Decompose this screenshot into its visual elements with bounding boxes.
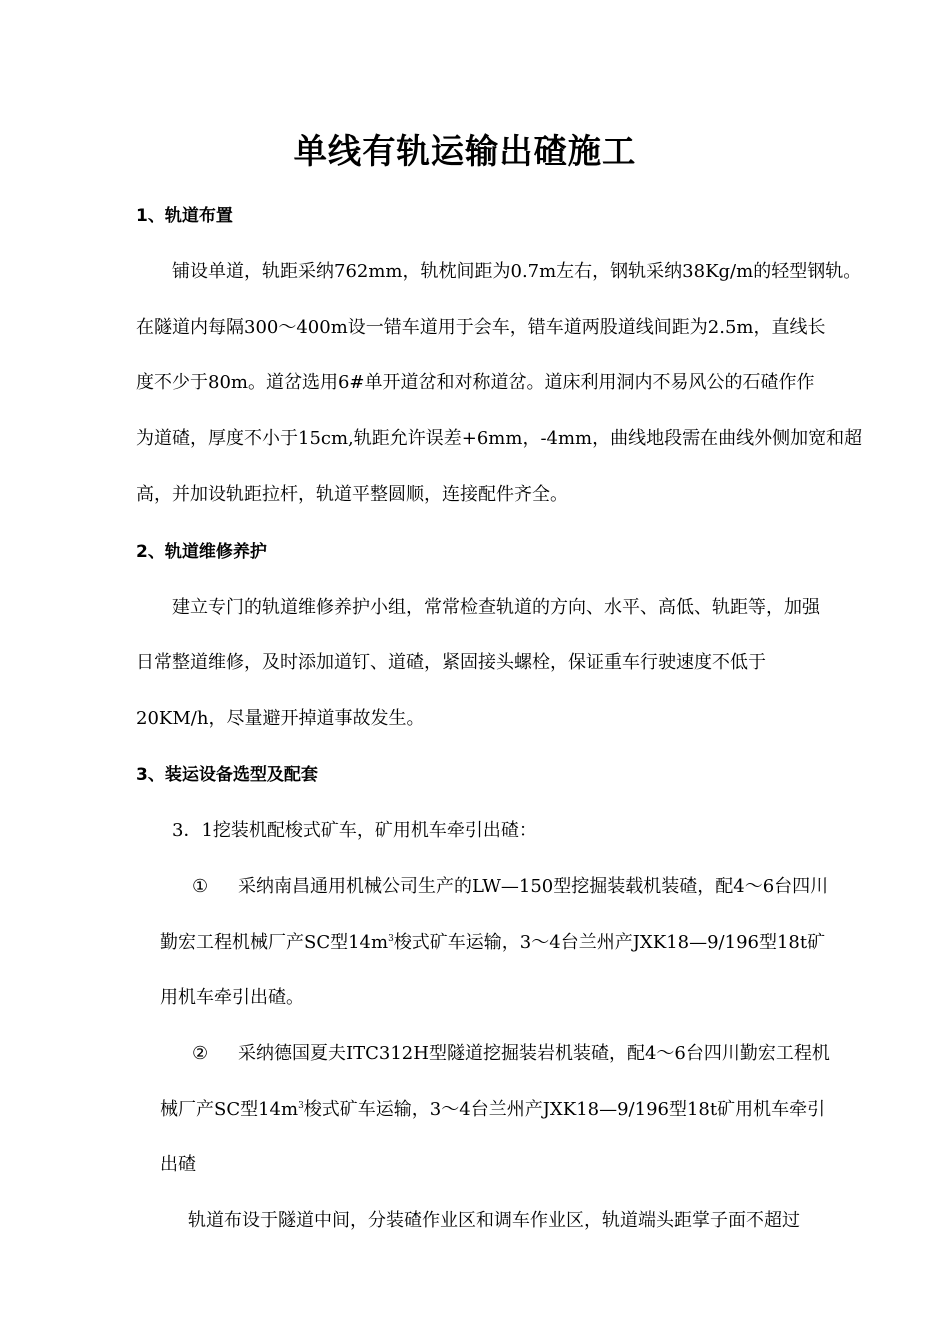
superscript: 3 <box>388 934 394 944</box>
subsection-heading: 3．1挖装机配梭式矿车，矿用机车牵引出碴： <box>172 820 537 841</box>
list-item-line: 用机车牵引出碴。 <box>160 987 304 1008</box>
section-heading-equipment-selection: 3、装运设备选型及配套 <box>136 765 318 785</box>
paragraph-line: 在隧道内每隔300～400m设一错车道用于会车，错车道两股道线间距为2.5m，直线长 <box>136 317 826 338</box>
paragraph-line: 铺设单道，轨距采纳762mm，轨枕间距为0.7m左右，钢轨采纳38Kg/m的轻型钢轨。 <box>172 261 862 282</box>
list-item-line: 勤宏工程机械厂产SC型$14m^3$梭式矿车运输，3～4台兰州产JXK18—9/196型18t矿 <box>160 932 826 953</box>
list-item-marker: ② <box>192 1043 209 1064</box>
paragraph-line: 度不少于80m。道岔选用6#单开道岔和对称道岔。道床利用洞内不易风公的石碴作作 <box>136 372 815 393</box>
paragraph-line: 为道碴，厚度不小于15cm,轨距允许误差+6mm，-4mm，曲线地段需在曲线外侧加宽和超 <box>136 428 863 449</box>
section-heading-track-maintenance: 2、轨道维修养护 <box>136 542 267 562</box>
paragraph-line: 轨道布设于隧道中间，分装碴作业区和调车作业区，轨道端头距掌子面不超过 <box>188 1210 800 1231</box>
superscript: 3 <box>298 1101 304 1111</box>
list-item-line: 采纳南昌通用机械公司生产的LW—150型挖掘装载机装碴，配4～6台四川 <box>238 876 829 897</box>
paragraph-line: 20KM/h，尽量避开掉道事故发生。 <box>136 708 425 729</box>
paragraph-line: 日常整道维修，及时添加道钉、道碴，紧固接头螺栓，保证重车行驶速度不低于 <box>136 652 766 673</box>
section-heading-track-layout: 1、轨道布置 <box>136 206 233 226</box>
paragraph-line: 建立专门的轨道维修养护小组，常常检查轨道的方向、水平、高低、轨距等，加强 <box>172 597 820 618</box>
list-item-line: 械厂产SC型$14m^3$梭式矿车运输，3～4台兰州产JXK18—9/196型18t矿用机车牵引 <box>160 1099 826 1120</box>
list-item-line: 采纳德国夏夫ITC312H型隧道挖掘装岩机装碴，配4～6台四川勤宏工程机 <box>238 1043 830 1064</box>
list-item-marker: ① <box>192 876 209 897</box>
paragraph-line: 高，并加设轨距拉杆，轨道平整圆顺，连接配件齐全。 <box>136 484 568 505</box>
page-title: 单线有轨运输出碴施工 <box>293 132 637 172</box>
list-item-line: 出碴 <box>160 1154 196 1175</box>
